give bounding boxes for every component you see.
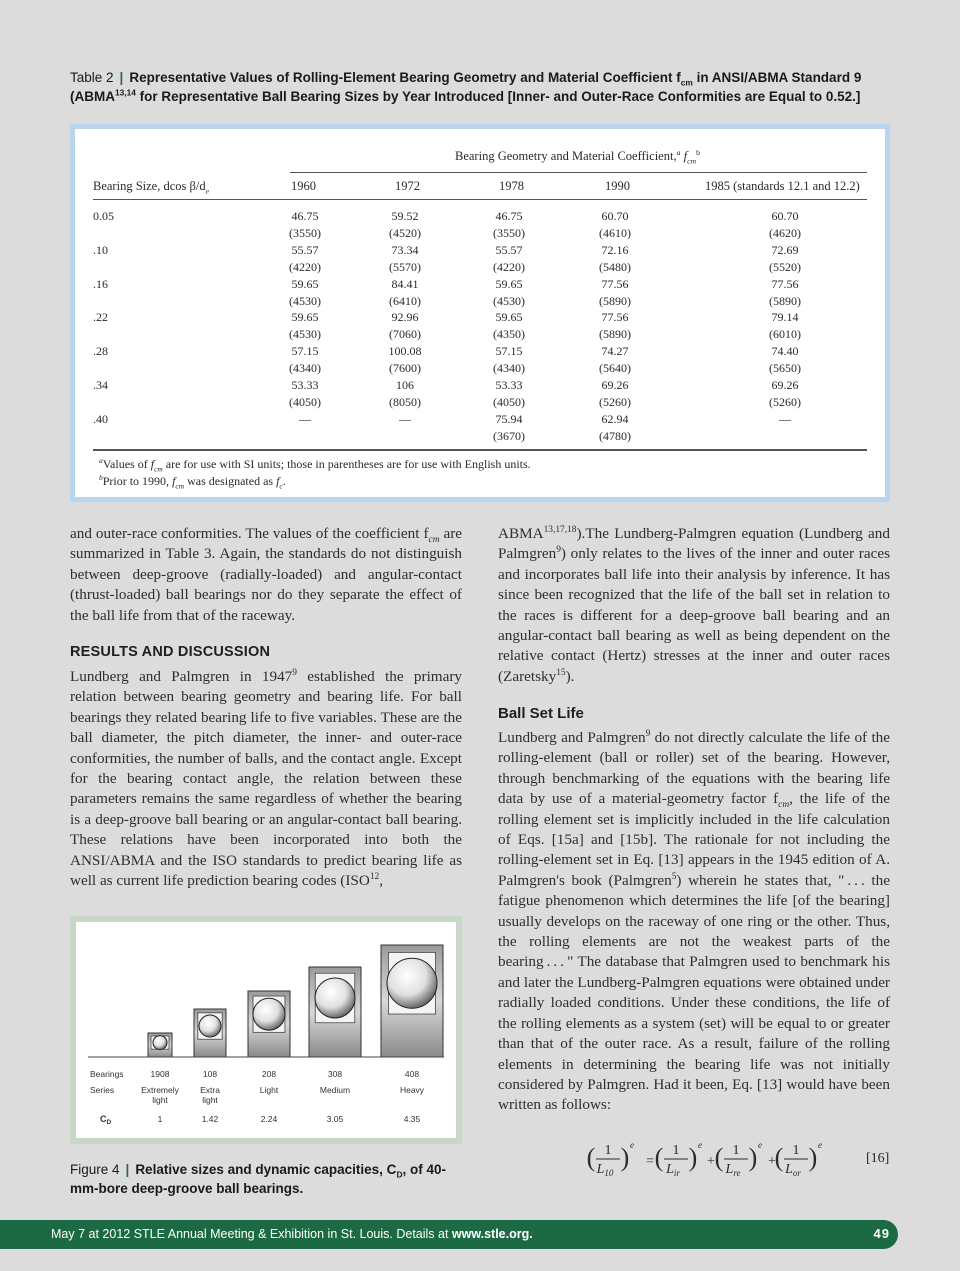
table-cell-si: 46.75 <box>495 209 523 223</box>
table-cell-english: (3550) <box>289 226 321 240</box>
row-label-series: Series <box>90 1085 115 1095</box>
table-cell-si: — <box>779 411 791 426</box>
table-cell-english: (4340) <box>289 361 321 376</box>
table-cell-si: 55.57 <box>495 242 523 257</box>
table-cell-si: 59.65 <box>495 310 523 325</box>
table-cell-english: (6410) <box>389 293 421 308</box>
table-row-size: .22 <box>93 310 108 325</box>
bearing-number: 108 <box>202 1069 218 1079</box>
equation-exponent: e <box>630 1140 634 1150</box>
table-cell-english: (5890) <box>599 327 631 342</box>
table-cell-english: (4220) <box>289 259 321 274</box>
equation-plus: + <box>768 1154 776 1169</box>
table-cell-si: 57.15 <box>495 344 523 359</box>
left-column-intro: and outer-race conformities. The values of the coefficient $f_{cm}$ are summarized in Table 3. Again, the standards do not distinguish between deep-groove (radially-loaded) and angular-contact (thrust-loaded) ball bearings nor do they separate the effect of the ball life from that of the raceway. <box>70 525 462 624</box>
equation-denominator: $L_{re}$ <box>725 1162 741 1178</box>
bearing-number: 1908 <box>150 1069 170 1079</box>
equation-exponent: e <box>698 1140 702 1150</box>
table-cell-english: (8050) <box>389 395 421 409</box>
figure-4-canvas <box>76 922 456 1138</box>
year-1985: 1985 (standards 12.1 and 12.2) <box>705 179 860 193</box>
table-caption-text: Representative Values of Rolling-Element Bearing Geometry and Material Coefficient $f_{cm}$ in ANSI/ABMA Standard 9 (ABMA$^{13,14}$ for Representative Ball Bearing Sizes by Year Introduced [Inner- and Outer-Race Conformities are Equal to 0.52.] <box>70 70 862 104</box>
table-cell-english: (5890) <box>769 293 801 308</box>
bearing-capacity: 2.24 <box>260 1114 278 1124</box>
table-cell-english: (5570) <box>389 259 421 274</box>
table-cell-si: 100.08 <box>388 344 422 359</box>
table-cell-si: 77.56 <box>601 310 629 325</box>
table-cell-si: 74.40 <box>771 344 799 359</box>
year-1972: 1972 <box>395 179 420 193</box>
results-paragraph: Lundberg and Palmgren in 1947$^9$ established the primary relation between bearing geometry and bearing life. For ball bearings they related bearing life to five variables. These are the ball diameter, the pitch diameter, the inner- and outer-race conformities, the number of balls, and the contact angle. Except for the bearing contact angle, the relation between these parameters remains the same regardless of whether the bearing is a deep-groove ball bearing or an angular-contact ball bearing. These relations have been incorporated into both the ANSI/ABMA and the ISO standards to predict bearing life as well as current life prediction bearing codes (ISO$^{12}$, <box>70 667 462 890</box>
equation-paren: ) <box>808 1143 818 1172</box>
table-header-rule <box>93 199 867 200</box>
table-cell-si: 69.26 <box>771 378 799 392</box>
equation-numerator: 1 <box>604 1143 612 1158</box>
equation-numerator: 1 <box>672 1143 680 1158</box>
equation-16 <box>588 1140 888 1180</box>
table-cell-english: (3550) <box>493 226 525 240</box>
bearing-capacity: 1 <box>157 1114 163 1124</box>
right-column-intro: ABMA$^{13,17,18}$).The Lundberg-Palmgren equation (Lundberg and Palmgren$^9$) only relates to the lives of the inner and outer races and incorporates ball life into their analysis by inference. It has since been recognized that the life of the ball set in relation to the races is different for a deep-groove ball bearing and an angular-contact ball bearing as well as being dependent on the relative contact (Hertz) stresses at the inner and outer races (Zaretsky$^{15}$). <box>498 524 890 685</box>
table-cell-english: (7600) <box>389 361 421 376</box>
table-group-header: Bearing Geometry and Material Coefficient,$^a$ $f_{cm}^b$ <box>455 147 700 166</box>
footer-link[interactable]: www.stle.org. <box>451 1227 533 1241</box>
bearing-series: Light <box>259 1085 279 1095</box>
table-cell-english: (5480) <box>599 259 631 274</box>
equation-exponent: e <box>818 1140 822 1150</box>
table-cell-english: (4050) <box>493 395 525 409</box>
equation-paren: ) <box>620 1143 630 1172</box>
table-cell-si: 72.16 <box>601 242 629 257</box>
table-cell-si: — <box>299 411 311 426</box>
table-cell-english: (4520) <box>389 226 421 240</box>
results-heading: RESULTS AND DISCUSSION <box>70 644 271 660</box>
table-cell-si: 69.26 <box>601 378 629 392</box>
equation-plus: + <box>707 1154 715 1169</box>
table-cell-english: (4610) <box>599 226 631 240</box>
bearing-number: 208 <box>261 1069 277 1079</box>
table-cell-english: (4220) <box>493 259 525 274</box>
equation-numerator: 1 <box>792 1143 800 1158</box>
table-cell-english: (5640) <box>599 361 631 376</box>
page-number: 49 <box>873 1226 890 1241</box>
bearing-capacity: 3.05 <box>326 1114 344 1124</box>
equation-exponent: e <box>758 1140 762 1150</box>
year-1960: 1960 <box>291 179 316 193</box>
equation-paren: ( <box>586 1143 596 1172</box>
table-cell-si: 57.15 <box>291 344 319 359</box>
bearing-series-line2: light <box>202 1095 218 1105</box>
row-label-cd: $C_D$ <box>100 1114 112 1126</box>
table-cell-si: 60.70 <box>771 209 799 223</box>
equation-paren: ( <box>714 1143 724 1172</box>
table-cell-si: 59.52 <box>391 209 419 223</box>
year-1978: 1978 <box>499 179 524 193</box>
bearing-series: Heavy <box>399 1085 425 1095</box>
table-cell-english: (7060) <box>389 327 421 342</box>
table-row-size: .16 <box>93 276 108 291</box>
table-group-rule <box>290 172 867 173</box>
table-cell-english: (5260) <box>599 395 631 409</box>
equation-equals: = <box>646 1154 654 1169</box>
bearing-ball <box>153 1036 167 1050</box>
table-cell-si: 55.57 <box>291 242 319 257</box>
table-cell-english: (5890) <box>599 293 631 308</box>
bearing-ball <box>253 998 285 1030</box>
table-cell-si: 79.14 <box>771 310 799 325</box>
page-footer <box>0 1220 898 1249</box>
table-cell-english: (5650) <box>769 361 801 376</box>
table-cell-english: (5260) <box>769 395 801 409</box>
figure-caption: Figure 4 | Relative sizes and dynamic capacities, $C_D$, of 40-mm-bore deep-groove ball bearings. <box>70 1162 446 1196</box>
table-cell-si: 72.69 <box>771 242 799 257</box>
footer-text: May 7 at 2012 STLE Annual Meeting & Exhibition in St. Louis. Details at www.stle.org. <box>51 1227 533 1241</box>
bearing-series: Extra <box>200 1085 220 1095</box>
table-cell-si: 53.33 <box>291 378 319 392</box>
table-cell-si: 77.56 <box>771 276 799 291</box>
table-caption-label: Table 2 <box>70 70 114 85</box>
table-row-size: .28 <box>93 344 108 359</box>
equation-denominator: $L_{10}$ <box>596 1162 614 1178</box>
bearing-ball <box>199 1015 221 1037</box>
footnote-b: $^b$Prior to 1990, $f_{cm}$ was designated as $f_c$. <box>99 473 286 491</box>
equation-numerator: 1 <box>732 1143 740 1158</box>
row-label-bearings: Bearings <box>90 1069 124 1079</box>
ball-set-life-paragraph: Lundberg and Palmgren$^9$ do not directly calculate the life of the rolling-element (ball or roller) set of the bearing. However, through benchmarking of the equations with the bearing life data by use of a material-geometry factor $f_{cm}$, the life of the rolling element set is implicitly included in the life calculation of Eqs. [15a] and [15b]. The rationale for not including the rolling-element set in Eq. [13] appears in the 1945 edition of A. Palmgren's book (Palmgren$^5$) wherein he states that, " . . . the fatigue phenomenon which determines the life [of the bearing] usually develops on the raceway of one ring or the other. Thus, the rolling elements are not the weakest parts of the bearing . . . " The database that Palmgren used to benchmark his and later the Lundberg-Palmgren equations were obtained under radially loaded conditions. Under these conditions, the life of the rolling elements as a system (set) will be equal to or greater than that of the outer race. As a result, failure of the rolling elements in determining the bearing life was not initially considered by Palmgren. Had it been, Eq. [13] would have been written as follows: <box>498 728 891 1114</box>
bearing-capacity: 1.42 <box>201 1114 219 1124</box>
bearings-illustration <box>76 922 456 1138</box>
figure-labels <box>141 1069 425 1124</box>
equation-paren: ) <box>748 1143 758 1172</box>
table-cell-si: 46.75 <box>291 209 319 223</box>
table-cell-si: 59.65 <box>291 276 319 291</box>
table-row-size: .34 <box>93 378 108 392</box>
ball-set-life-heading: Ball Set Life <box>498 705 584 722</box>
table-cell-english: (6010) <box>769 327 801 342</box>
table-cell-si: 59.65 <box>495 276 523 291</box>
table-cell-si: 53.33 <box>495 378 523 392</box>
bearing-series: Extremely <box>141 1085 179 1095</box>
bearing-shapes <box>148 945 443 1057</box>
table-cell-english: (4050) <box>289 395 321 409</box>
table-cell-si: 59.65 <box>291 310 319 325</box>
table-cell-si: 92.96 <box>391 310 419 325</box>
table-row-size: .10 <box>93 242 108 257</box>
table-caption: Table 2 | Representative Values of Rolling-Element Bearing Geometry and Material Coefficient $f_{cm}$ in ANSI/ABMA Standard 9 (ABMA$^{13,14}$ for Representative Ball Bearing Sizes by Year Introduced [Inner- and Outer-Race Conformities are Equal to 0.52.] <box>70 70 862 104</box>
footnote-a: $^a$Values of $f_{cm}$ are for use with SI units; those in parentheses are for use with English units. <box>99 456 531 474</box>
table-row-size: .40 <box>93 411 108 426</box>
bearing-ball <box>315 978 355 1018</box>
table-cell-si: 75.94 <box>495 411 523 426</box>
bearing-number: 408 <box>404 1069 420 1079</box>
table-cell-english: (4350) <box>493 327 525 342</box>
equation-paren: ( <box>774 1143 784 1172</box>
table-cell-english: (4530) <box>289 327 321 342</box>
table-cell-si: 62.94 <box>601 411 629 426</box>
table-cell-english: (4530) <box>289 293 321 308</box>
table-cell-english: (4620) <box>769 226 801 240</box>
equation-paren: ( <box>654 1143 664 1172</box>
table-cell-si: — <box>399 411 411 426</box>
table-cell-si: 74.27 <box>601 344 629 359</box>
bearing-number: 308 <box>327 1069 343 1079</box>
table-cell-english: (4530) <box>493 293 525 308</box>
table-bottom-rule <box>93 449 867 451</box>
table-cell-english: (5520) <box>769 259 801 274</box>
table-cell-si: 106 <box>396 378 414 392</box>
table-cell-english: (4780) <box>599 428 631 443</box>
table-row-size: 0.05 <box>93 209 114 223</box>
table-cell-english: (4340) <box>493 361 525 376</box>
equation-paren: ) <box>688 1143 698 1172</box>
bearing-series-line2: light <box>152 1095 168 1105</box>
table-cell-english: (3670) <box>493 428 525 443</box>
table-cell-si: 73.34 <box>391 242 419 257</box>
equation-number: [16] <box>866 1151 890 1166</box>
year-1990: 1990 <box>605 179 630 193</box>
bearing-ball <box>387 958 437 1008</box>
table-row-header: Bearing Size, dcos $\beta/d_e$ <box>93 179 210 196</box>
table-cell-si: 77.56 <box>601 276 629 291</box>
bearing-capacity: 4.35 <box>403 1114 421 1124</box>
figure-4 <box>70 916 462 1144</box>
table-2 <box>70 124 890 502</box>
table-cell-si: 60.70 <box>601 209 629 223</box>
equation-denominator: $L_{ir}$ <box>666 1162 680 1178</box>
equation-denominator: $L_{or}$ <box>785 1162 801 1178</box>
bearing-series: Medium <box>319 1085 351 1095</box>
table-cell-si: 84.41 <box>391 276 419 291</box>
